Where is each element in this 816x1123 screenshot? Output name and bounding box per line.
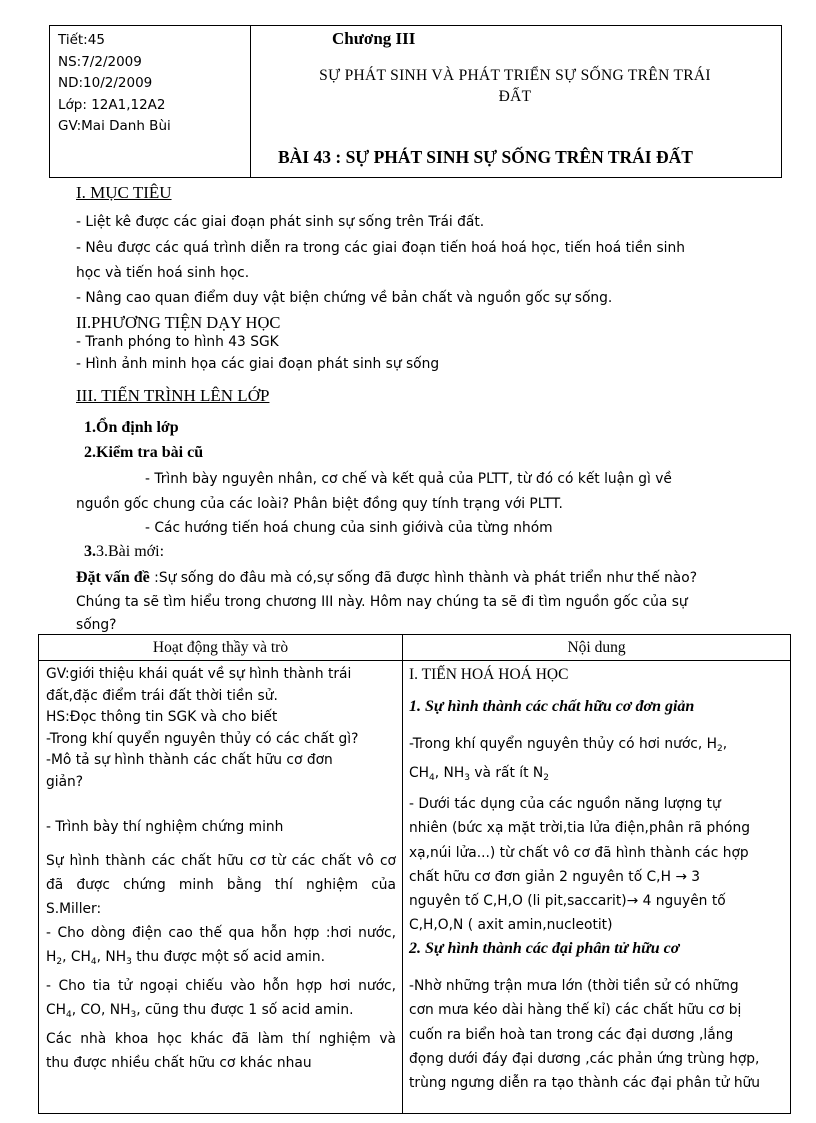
sub-3: 3 bbox=[126, 957, 132, 967]
content-line: chất hữu cơ đơn giản 2 nguyên tố C,H → 3 bbox=[409, 868, 701, 885]
objective-line-3: học và tiến hoá sinh học. bbox=[76, 265, 250, 281]
materials-heading: II.PHƯƠNG TIỆN DẠY HỌC bbox=[76, 313, 281, 332]
act-line: - Cho tia tử ngoại chiếu vào hỗn hợp hơi nước, bbox=[46, 978, 396, 994]
act-line: S.Miller: bbox=[46, 901, 102, 917]
table-column-rule bbox=[402, 635, 403, 1113]
content-line-1 bbox=[409, 732, 727, 761]
act-text: , NH bbox=[96, 949, 127, 965]
material-line-2: - Hình ảnh minh họa các giai đoạn phát sinh sự sống bbox=[76, 356, 440, 372]
act-line: - Trình bày thí nghiệm chứng minh bbox=[46, 819, 284, 835]
chapter-title-line-1: SỰ PHÁT SINH VÀ PHÁT TRIỂN SỰ SỐNG TRÊN TRÁI bbox=[319, 67, 711, 84]
intro-label: Đặt vấn đề bbox=[76, 569, 150, 586]
objective-line-4: - Nâng cao quan điểm duy vật biện chứng về bản chất và nguồn gốc sự sống. bbox=[76, 290, 613, 306]
objective-line-2: - Nêu được các quá trình diễn ra trong các giai đoạn tiến hoá hoá học, tiến hoá tiền sinh bbox=[76, 240, 685, 256]
chapter-title-line-2: ĐẤT bbox=[498, 88, 532, 105]
review-line-3: - Các hướng tiến hoá chung của sinh giớivà của từng nhóm bbox=[145, 520, 553, 536]
review-line-1: - Trình bày nguyên nhân, cơ chế và kết quả của PLTT, từ đó có kết luận gì về bbox=[145, 471, 672, 487]
sub-2: 2 bbox=[543, 773, 549, 783]
act-text: CH bbox=[46, 1002, 67, 1018]
material-line-1: - Tranh phóng to hình 43 SGK bbox=[76, 334, 279, 350]
info-period: Tiết:45 bbox=[58, 32, 105, 48]
lesson-table bbox=[38, 634, 791, 1114]
info-teacher: GV:Mai Danh Bùi bbox=[58, 118, 171, 134]
content-text: , bbox=[722, 736, 728, 752]
act-line: Các nhà khoa học khác đã làm thí nghiệm và bbox=[46, 1031, 396, 1047]
content-line: C,H,O,N ( axit amin,nucleotit) bbox=[409, 917, 613, 934]
act-text: thu được một số acid amin. bbox=[131, 949, 325, 965]
act-text: H bbox=[46, 949, 57, 965]
column-header-activities: Hoạt động thầy và trò bbox=[152, 639, 289, 656]
header-box bbox=[49, 25, 782, 178]
info-prep-date: NS:7/2/2009 bbox=[58, 53, 142, 70]
sub-4: 4 bbox=[90, 957, 97, 967]
act-line: -Mô tả sự hình thành các chất hữu cơ đơn bbox=[46, 752, 333, 768]
content-subheading-1: 1. Sự hình thành các chất hữu cơ đơn giản bbox=[409, 698, 695, 715]
info-class: Lớp: 12A1,12A2 bbox=[58, 96, 166, 113]
content-line-2 bbox=[409, 761, 727, 790]
lesson-title: BÀI 43 : SỰ PHÁT SINH SỰ SỐNG TRÊN TRÁI ĐẤT bbox=[278, 147, 693, 167]
header-divider bbox=[250, 26, 251, 177]
content-line: nhiên (bức xạ mặt trời,tia lửa điện,phân rã phóng bbox=[409, 820, 750, 837]
content-text: -Trong khí quyển nguyên thủy có hơi nước, H bbox=[409, 736, 718, 752]
content-para-3 bbox=[409, 974, 760, 1095]
chapter-title bbox=[255, 65, 775, 107]
chapter-label: Chương III bbox=[332, 29, 416, 48]
content-subheading-2: 2. Sự hình thành các đại phân tử hữu cơ bbox=[409, 940, 680, 957]
step-1: 1.Ổn định lớp bbox=[84, 419, 179, 436]
sub-4: 4 bbox=[429, 773, 435, 783]
intro-line-3: sống? bbox=[76, 617, 117, 633]
intro-line-2: Chúng ta sẽ tìm hiểu trong chương III này. Hôm nay chúng ta sẽ đi tìm nguồn gốc của sự bbox=[76, 594, 688, 610]
content-text: , NH bbox=[434, 765, 465, 781]
sub-4: 4 bbox=[66, 1010, 72, 1020]
act-line: HS:Đọc thông tin SGK và cho biết bbox=[46, 709, 278, 725]
act-line: đã được chứng minh bằng thí nghiệm của bbox=[46, 877, 396, 893]
content-line: nguyên tố C,H,O (li pit,saccarit)→ 4 nguyên tố bbox=[409, 893, 726, 910]
column-header-content: Nội dung bbox=[567, 639, 626, 656]
step-2: 2.Kiểm tra bài cũ bbox=[84, 444, 204, 461]
activities-column bbox=[46, 664, 396, 793]
content-text: và rất ít N bbox=[469, 765, 544, 781]
content-text: CH bbox=[409, 765, 430, 781]
info-teach-date: ND:10/2/2009 bbox=[58, 75, 153, 91]
act-line: -Trong khí quyển nguyên thủy có các chất gì? bbox=[46, 730, 359, 747]
review-line-2: nguồn gốc chung của các loài? Phân biệt đồng quy tính trạng với PLTT. bbox=[76, 496, 563, 512]
content-para-1 bbox=[409, 732, 727, 790]
content-line: xạ,núi lửa...) từ chất vô cơ đã hình thành các hợp bbox=[409, 844, 749, 861]
act-line: Sự hình thành các chất hữu cơ từ các chất vô cơ bbox=[46, 853, 396, 869]
content-heading: I. TIẾN HOÁ HOÁ HỌC bbox=[409, 666, 569, 683]
act-text: , cũng thu được 1 số acid amin. bbox=[136, 1002, 354, 1018]
act-line: - Cho dòng điện cao thế qua hỗn hợp :hơi nước, bbox=[46, 925, 396, 941]
act-line: giản? bbox=[46, 773, 84, 790]
sub-2: 2 bbox=[717, 744, 723, 754]
act-text: , CO, NH bbox=[71, 1002, 131, 1018]
intro-text-1: :Sự sống do đâu mà có,sự sống đã được hình thành và phát triển như thế nào? bbox=[154, 570, 698, 586]
content-line: cuốn ra biển hoà tan trong các đại dương ,lắng bbox=[409, 1026, 734, 1043]
act-line: thu được nhiều chất hữu cơ khác nhau bbox=[46, 1055, 312, 1071]
content-para-2 bbox=[409, 792, 750, 938]
lesson-info bbox=[58, 30, 171, 138]
objective-line-1: - Liệt kê được các giai đoạn phát sinh sự sống trên Trái đất. bbox=[76, 214, 485, 230]
content-line: -Nhờ những trận mưa lớn (thời tiền sử có những bbox=[409, 978, 739, 994]
content-line: - Dưới tác dụng của các nguồn năng lượng tự bbox=[409, 796, 721, 812]
content-line: trùng ngưng diễn ra tạo thành các đại phân tử hữu bbox=[409, 1075, 761, 1092]
sub-3: 3 bbox=[464, 773, 470, 783]
act-line: đất,đặc điểm trái đất thời tiền sử. bbox=[46, 687, 278, 704]
activities-column-2 bbox=[46, 849, 396, 1075]
act-line-formula-1 bbox=[46, 945, 396, 974]
sub-2: 2 bbox=[56, 957, 63, 967]
objectives-heading: I. MỤC TIÊU bbox=[76, 183, 172, 202]
procedure-heading: III. TIẾN TRÌNH LÊN LỚP bbox=[76, 386, 270, 405]
content-line: đọng dưới đáy đại dương ,các phản ứng trùng hợp, bbox=[409, 1050, 760, 1067]
step-3: 3.3.Bài mới: bbox=[84, 543, 165, 560]
table-header-rule bbox=[39, 660, 790, 661]
intro-line-1 bbox=[76, 569, 697, 587]
content-line: cơn mưa kéo dài hàng thế kỉ) các chất hữu cơ bị bbox=[409, 1002, 742, 1019]
act-line: GV:giới thiệu khái quát về sự hình thành trái bbox=[46, 666, 352, 682]
sub-3: 3 bbox=[130, 1010, 137, 1020]
act-line-formula-2 bbox=[46, 998, 396, 1027]
act-text: , CH bbox=[62, 949, 91, 965]
step-3-text: 3.Bài mới: bbox=[96, 543, 165, 560]
